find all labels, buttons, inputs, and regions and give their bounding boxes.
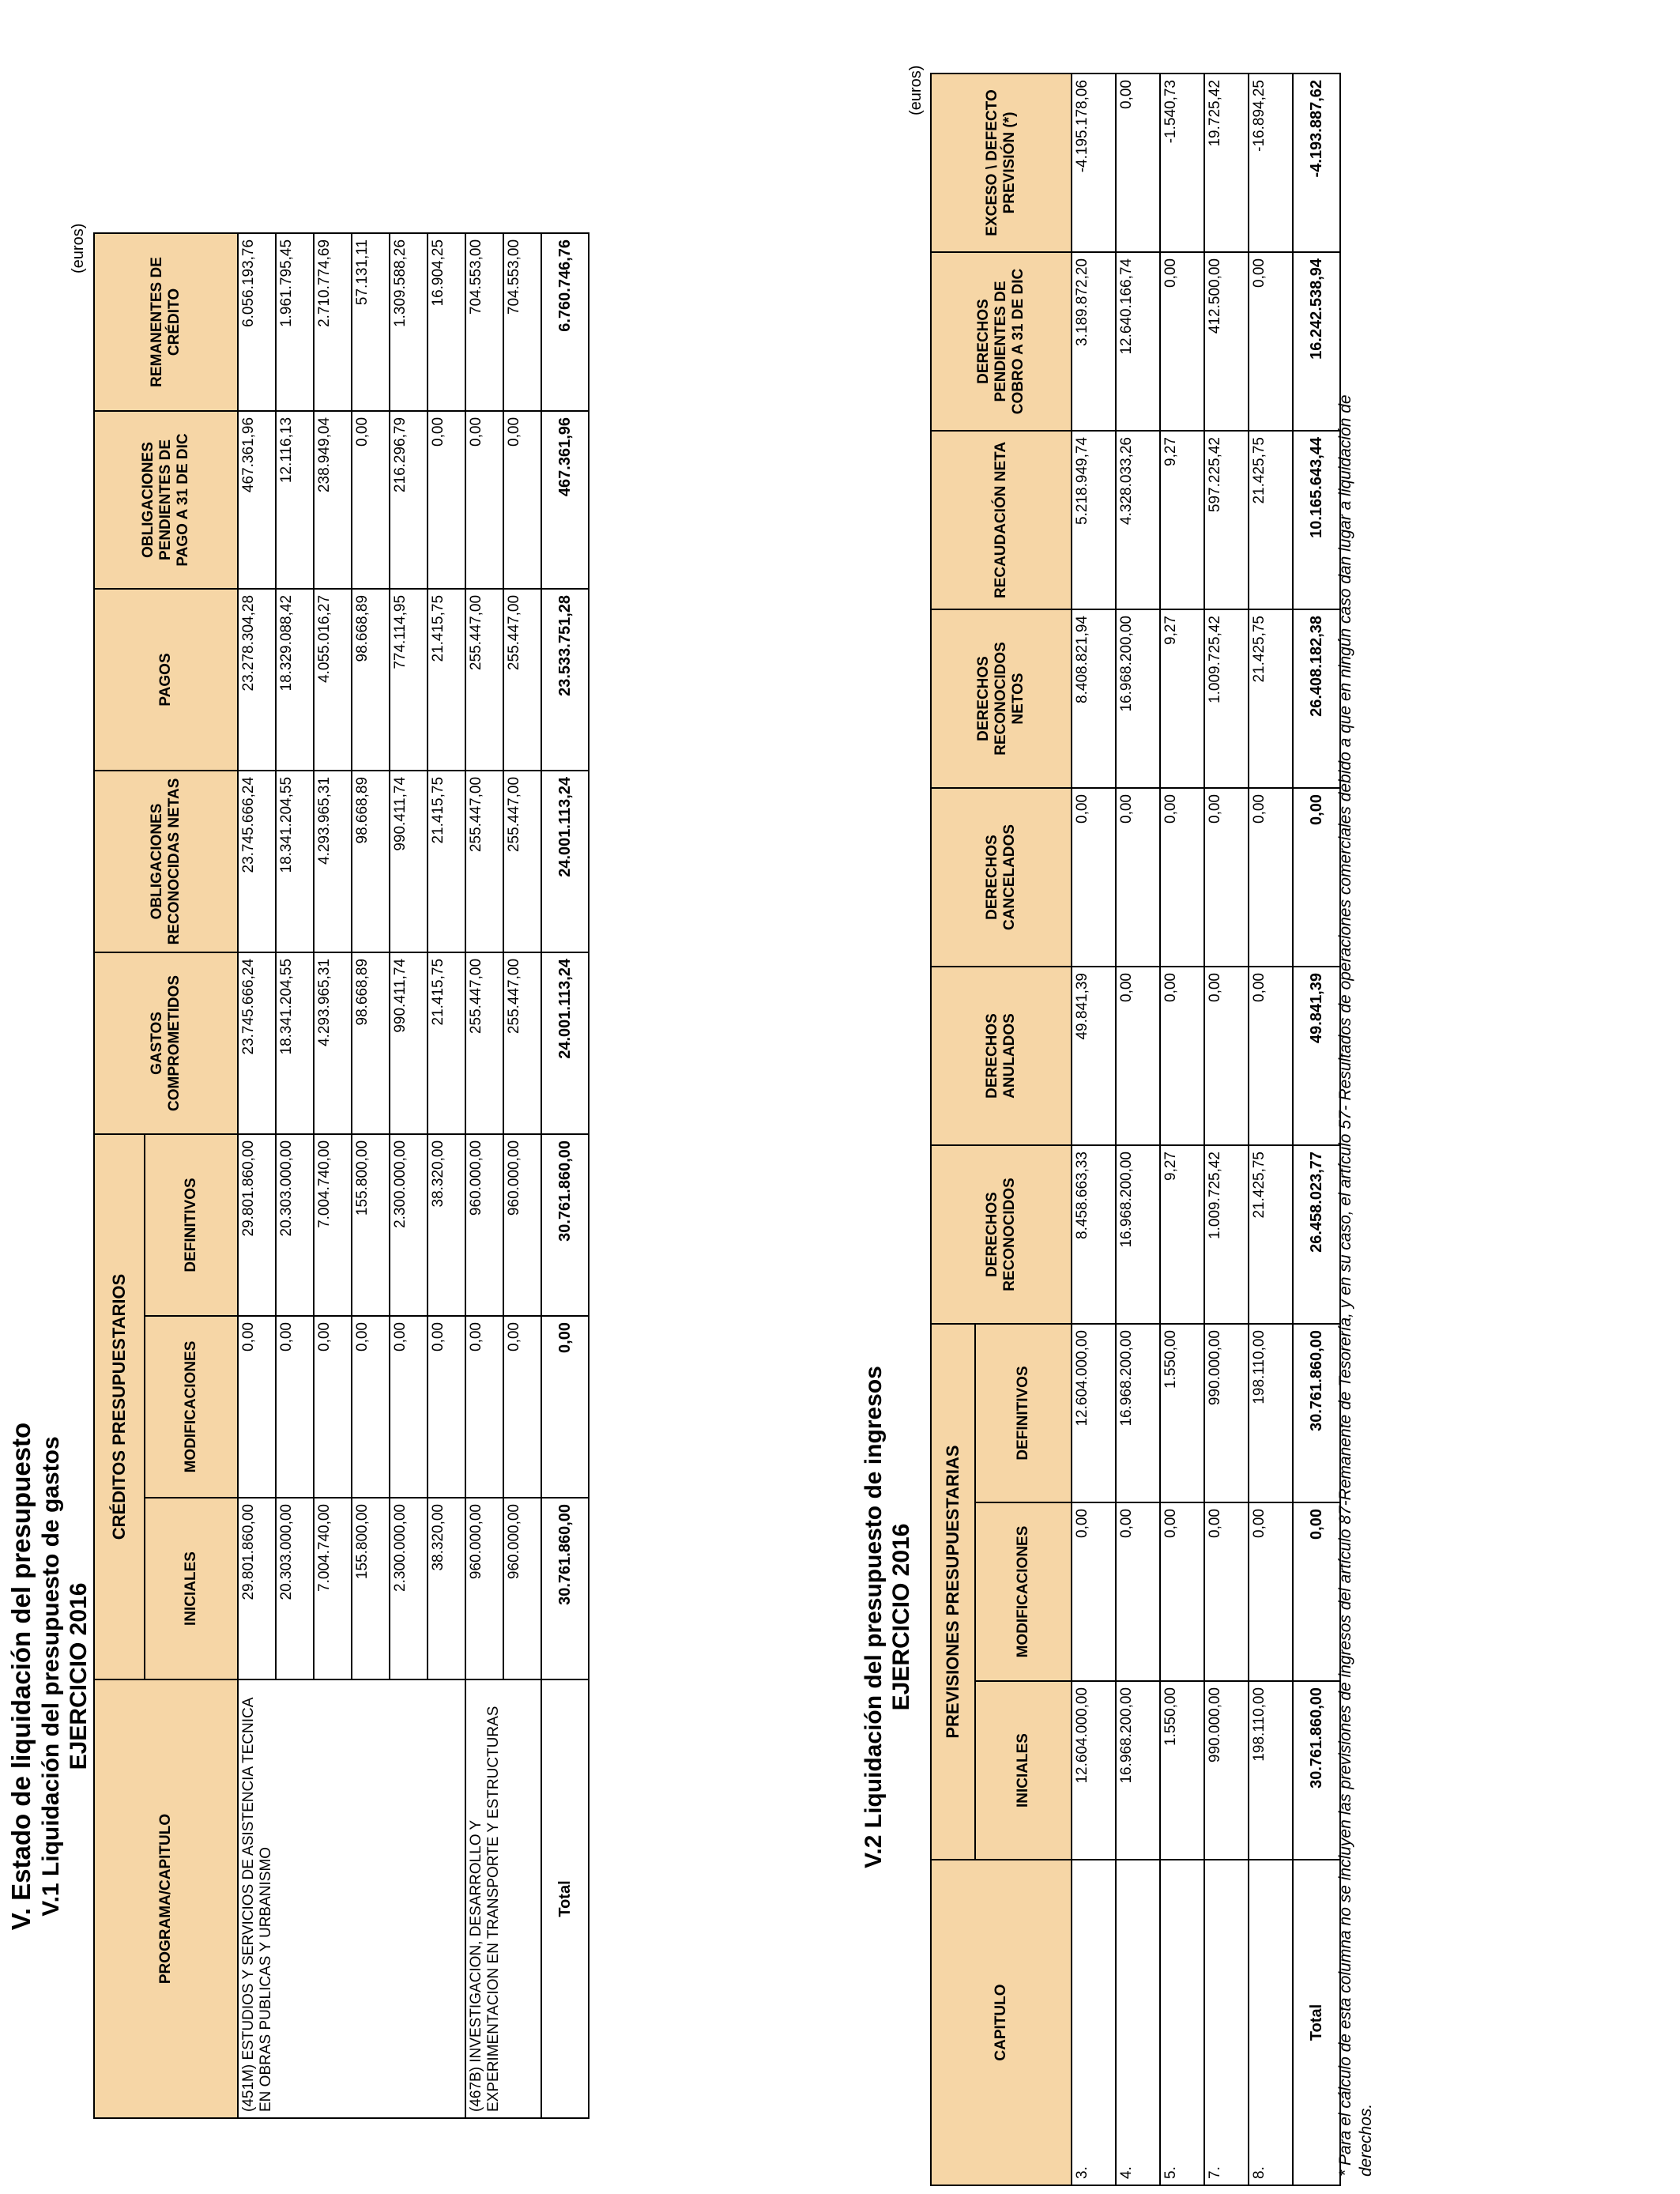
total-cell: 467.361,96 bbox=[541, 411, 589, 589]
table-cell: 98.668,89 bbox=[352, 952, 390, 1134]
table-cell: 2.300.000,00 bbox=[390, 1498, 428, 1679]
table-cell: 1.961.795,45 bbox=[276, 233, 314, 411]
table-cell: 960.000,00 bbox=[465, 1134, 503, 1316]
table-cell: 960.000,00 bbox=[503, 1134, 541, 1316]
capitulo-label: 4. bbox=[1116, 1860, 1160, 2185]
header-derechos-pendientes: DERECHOS PENDIENTES DE COBRO A 31 DE DIC bbox=[931, 252, 1072, 431]
table-cell: 4.055.016,27 bbox=[314, 589, 352, 771]
header-modificaciones: MODIFICACIONES bbox=[975, 1502, 1072, 1681]
table-cell: 960.000,00 bbox=[465, 1498, 503, 1679]
table-cell: 238.949,04 bbox=[314, 411, 352, 589]
header-definitivos: DEFINITIVOS bbox=[975, 1324, 1072, 1502]
header-modificaciones: MODIFICACIONES bbox=[145, 1316, 238, 1498]
table-cell: 4.293.965,31 bbox=[314, 771, 352, 952]
table-cell: 0,00 bbox=[1204, 788, 1249, 967]
table-cell: 155.800,00 bbox=[352, 1498, 390, 1679]
table-cell: 16.968.200,00 bbox=[1116, 1145, 1160, 1324]
header-obligaciones-pendientes: OBLIGACIONES PENDIENTES DE PAGO A 31 DE DIC bbox=[94, 411, 238, 589]
table-cell: 0,00 bbox=[314, 1316, 352, 1498]
table-cell: 57.131,11 bbox=[352, 233, 390, 411]
table-cell: 16.904,25 bbox=[428, 233, 465, 411]
title-block-v2 bbox=[860, 1040, 916, 2194]
header-previsiones: PREVISIONES PRESUPUESTARIAS bbox=[931, 1324, 975, 1860]
table-cell: 38.320,00 bbox=[428, 1134, 465, 1316]
table-cell: 255.447,00 bbox=[465, 771, 503, 952]
table-cell: 0,00 bbox=[390, 1316, 428, 1498]
table-cell: 960.000,00 bbox=[503, 1498, 541, 1679]
table-cell: -4.195.178,06 bbox=[1072, 74, 1116, 252]
table-cell: 0,00 bbox=[1249, 1502, 1293, 1681]
table-cell: 18.329.088,42 bbox=[276, 589, 314, 771]
footnote: * Para el cálculo de esta columna no se incluyen las previsiones de ingresos del artículo 87-Remanente de Tesorería, y en su caso, el artículo 57- Resultados de operaciones comerciales debido a que en ningún caso dan lugar a liquidación de derechos. bbox=[1336, 394, 1376, 2177]
table-cell: 0,00 bbox=[465, 411, 503, 589]
table-cell: 0,00 bbox=[1116, 788, 1160, 967]
total-cell: 6.760.746,76 bbox=[541, 233, 589, 411]
table-cell: 7.004.740,00 bbox=[314, 1498, 352, 1679]
table-cell: 23.745.666,24 bbox=[238, 771, 276, 952]
table-cell: 0,00 bbox=[465, 1316, 503, 1498]
table-cell: 0,00 bbox=[1204, 967, 1249, 1145]
table-cell: 12.604.000,00 bbox=[1072, 1324, 1116, 1502]
total-cell: 0,00 bbox=[1293, 788, 1340, 967]
header-derechos-cancelados: DERECHOS CANCELADOS bbox=[931, 788, 1072, 967]
table-cell: 0,00 bbox=[1072, 1502, 1116, 1681]
ingresos-table bbox=[930, 73, 1341, 2186]
total-cell: 49.841,39 bbox=[1293, 967, 1340, 1145]
table-cell: 198.110,00 bbox=[1249, 1324, 1293, 1502]
table-cell: 21.425,75 bbox=[1249, 431, 1293, 609]
header-creditos: CRÉDITOS PRESUPUESTARIOS bbox=[94, 1134, 145, 1679]
table-cell: 3.189.872,20 bbox=[1072, 252, 1116, 431]
table-cell: 12.604.000,00 bbox=[1072, 1681, 1116, 1860]
header-remanentes: REMANENTES DE CRÉDITO bbox=[94, 233, 238, 411]
table-cell: 0,00 bbox=[1160, 252, 1204, 431]
total-cell: 30.761.860,00 bbox=[1293, 1681, 1340, 1860]
table-row bbox=[238, 233, 276, 2118]
table-cell: 8.458.663,33 bbox=[1072, 1145, 1116, 1324]
capitulo-label: 5. bbox=[1160, 1860, 1204, 2185]
total-cell: 0,00 bbox=[541, 1316, 589, 1498]
table-row bbox=[1249, 74, 1293, 2185]
table-cell: 0,00 bbox=[1116, 967, 1160, 1145]
table-cell: 98.668,89 bbox=[352, 589, 390, 771]
header-pagos: PAGOS bbox=[94, 589, 238, 771]
total-cell: 23.533.751,28 bbox=[541, 589, 589, 771]
table-cell: 18.341.204,55 bbox=[276, 952, 314, 1134]
table-cell: 216.296,79 bbox=[390, 411, 428, 589]
header-obligaciones-reconocidas: OBLIGACIONES RECONOCIDAS NETAS bbox=[94, 771, 238, 952]
table-cell: 0,00 bbox=[503, 411, 541, 589]
table-cell: 990.000,00 bbox=[1204, 1681, 1249, 1860]
table-cell: 0,00 bbox=[1072, 788, 1116, 967]
table-cell: 21.415,75 bbox=[428, 589, 465, 771]
table-cell: 774.114,95 bbox=[390, 589, 428, 771]
total-label: Total bbox=[1293, 1860, 1340, 2185]
program-label: (467B) INVESTIGACION, DESARROLLO Y EXPERIMENTACION EN TRANSPORTE Y ESTRUCTURAS bbox=[465, 1679, 541, 2118]
total-label: Total bbox=[541, 1679, 589, 2118]
table-cell: 0,00 bbox=[1160, 1502, 1204, 1681]
table-cell: 0,00 bbox=[428, 1316, 465, 1498]
total-cell: 30.761.860,00 bbox=[541, 1498, 589, 1679]
table-cell: 0,00 bbox=[352, 411, 390, 589]
table-cell: 21.425,75 bbox=[1249, 1145, 1293, 1324]
total-row bbox=[1293, 74, 1340, 2185]
table-cell: 990.000,00 bbox=[1204, 1324, 1249, 1502]
table-cell: 255.447,00 bbox=[465, 952, 503, 1134]
table-cell: 155.800,00 bbox=[352, 1134, 390, 1316]
table-cell: 7.004.740,00 bbox=[314, 1134, 352, 1316]
table-row bbox=[1204, 74, 1249, 2185]
table-cell: 4.328.033,26 bbox=[1116, 431, 1160, 609]
table-cell: 0,00 bbox=[1160, 788, 1204, 967]
header-exceso-defecto: EXCESO \ DEFECTO PREVISIÓN (*) bbox=[931, 74, 1072, 252]
table-cell: 0,00 bbox=[352, 1316, 390, 1498]
table-cell: 1.009.725,42 bbox=[1204, 609, 1249, 788]
table-cell: 6.056.193,76 bbox=[238, 233, 276, 411]
total-cell: 0,00 bbox=[1293, 1502, 1340, 1681]
table-cell: 1.550,00 bbox=[1160, 1681, 1204, 1860]
table-cell: 2.710.774,69 bbox=[314, 233, 352, 411]
table-cell: 255.447,00 bbox=[503, 589, 541, 771]
table-cell: 20.303.000,00 bbox=[276, 1498, 314, 1679]
table-cell: 49.841,39 bbox=[1072, 967, 1116, 1145]
header-derechos-reconocidos: DERECHOS RECONOCIDOS bbox=[931, 1145, 1072, 1324]
table-cell: 990.411,74 bbox=[390, 952, 428, 1134]
v2-year: EJERCICIO 2016 bbox=[888, 1523, 915, 1711]
table-cell: 21.415,75 bbox=[428, 771, 465, 952]
capitulo-label: 7. bbox=[1204, 1860, 1249, 2185]
table-cell: 16.968.200,00 bbox=[1116, 1324, 1160, 1502]
table-cell: 9,27 bbox=[1160, 431, 1204, 609]
header-recaudacion-neta: RECAUDACIÓN NETA bbox=[931, 431, 1072, 609]
program-label: (451M) ESTUDIOS Y SERVICIOS DE ASISTENCIA TECNICA EN OBRAS PUBLICAS Y URBANISMO bbox=[238, 1679, 465, 2118]
title-block-v1 bbox=[6, 1159, 93, 2194]
table-cell: 29.801.860,00 bbox=[238, 1498, 276, 1679]
table-cell: 18.341.204,55 bbox=[276, 771, 314, 952]
table-cell: 1.009.725,42 bbox=[1204, 1145, 1249, 1324]
table-row bbox=[1072, 74, 1116, 2185]
table-row bbox=[1116, 74, 1160, 2185]
gastos-table bbox=[93, 232, 590, 2119]
header-derechos-reconocidos-netos: DERECHOS RECONOCIDOS NETOS bbox=[931, 609, 1072, 788]
table-cell: 16.968.200,00 bbox=[1116, 609, 1160, 788]
total-row bbox=[541, 233, 589, 2118]
total-cell: 24.001.113,24 bbox=[541, 771, 589, 952]
table-cell: 255.447,00 bbox=[503, 952, 541, 1134]
header-iniciales: INICIALES bbox=[145, 1498, 238, 1679]
table-cell: 9,27 bbox=[1160, 609, 1204, 788]
table-cell: 4.293.965,31 bbox=[314, 952, 352, 1134]
total-cell: 26.458.023,77 bbox=[1293, 1145, 1340, 1324]
table-cell: 12.116,13 bbox=[276, 411, 314, 589]
table-cell: 23.278.304,28 bbox=[238, 589, 276, 771]
table-cell: 255.447,00 bbox=[503, 771, 541, 952]
table-cell: 23.745.666,24 bbox=[238, 952, 276, 1134]
table-cell: 1.309.588,26 bbox=[390, 233, 428, 411]
header-definitivos: DEFINITIVOS bbox=[145, 1134, 238, 1316]
table-cell: 21.425,75 bbox=[1249, 609, 1293, 788]
table-cell: 198.110,00 bbox=[1249, 1681, 1293, 1860]
table-cell: 29.801.860,00 bbox=[238, 1134, 276, 1316]
table-cell: 704.553,00 bbox=[465, 233, 503, 411]
header-iniciales: INICIALES bbox=[975, 1681, 1072, 1860]
table-cell: 990.411,74 bbox=[390, 771, 428, 952]
capitulo-label: 8. bbox=[1249, 1860, 1293, 2185]
table-cell: 5.218.949,74 bbox=[1072, 431, 1116, 609]
total-cell: 30.761.860,00 bbox=[1293, 1324, 1340, 1502]
table-row bbox=[1160, 74, 1204, 2185]
table-cell: 467.361,96 bbox=[238, 411, 276, 589]
table-row bbox=[465, 233, 503, 2118]
table-cell: 2.300.000,00 bbox=[390, 1134, 428, 1316]
table-cell: 0,00 bbox=[1116, 74, 1160, 252]
total-cell: 30.761.860,00 bbox=[541, 1134, 589, 1316]
table-cell: 38.320,00 bbox=[428, 1498, 465, 1679]
table-cell: 0,00 bbox=[1249, 788, 1293, 967]
table-cell: 412.500,00 bbox=[1204, 252, 1249, 431]
header-programa: PROGRAMA/CAPITULO bbox=[94, 1679, 238, 2118]
table-cell: 0,00 bbox=[503, 1316, 541, 1498]
v1-units: (euros) bbox=[70, 223, 87, 273]
table-cell: 98.668,89 bbox=[352, 771, 390, 952]
v1-title: V.1 Liquidación del presupuesto de gastos bbox=[37, 1436, 64, 1917]
v1-year: EJERCICIO 2016 bbox=[66, 1582, 92, 1770]
capitulo-label: 3. bbox=[1072, 1860, 1116, 2185]
table-cell: 1.550,00 bbox=[1160, 1324, 1204, 1502]
v2-title: V.2 Liquidación del presupuesto de ingresos bbox=[861, 1366, 887, 1868]
table-cell: 21.415,75 bbox=[428, 952, 465, 1134]
total-cell: 10.165.643,44 bbox=[1293, 431, 1340, 609]
table-cell: 8.408.821,94 bbox=[1072, 609, 1116, 788]
total-cell: -4.193.887,62 bbox=[1293, 74, 1340, 252]
table-cell: 0,00 bbox=[1160, 967, 1204, 1145]
table-cell: 597.225,42 bbox=[1204, 431, 1249, 609]
total-cell: 16.242.538,94 bbox=[1293, 252, 1340, 431]
table-cell: 0,00 bbox=[1249, 967, 1293, 1145]
total-cell: 26.408.182,38 bbox=[1293, 609, 1340, 788]
header-capitulo: CAPITULO bbox=[931, 1860, 1072, 2185]
table-cell: 12.640.166,74 bbox=[1116, 252, 1160, 431]
table-cell: 0,00 bbox=[238, 1316, 276, 1498]
table-cell: 19.725,42 bbox=[1204, 74, 1249, 252]
header-derechos-anulados: DERECHOS ANULADOS bbox=[931, 967, 1072, 1145]
total-cell: 24.001.113,24 bbox=[541, 952, 589, 1134]
table-cell: 0,00 bbox=[1249, 252, 1293, 431]
table-cell: 0,00 bbox=[428, 411, 465, 589]
table-cell: 0,00 bbox=[1204, 1502, 1249, 1681]
header-gastos-comprometidos: GASTOS COMPROMETIDOS bbox=[94, 952, 238, 1134]
table-cell: -16.894,25 bbox=[1249, 74, 1293, 252]
table-cell: 16.968.200,00 bbox=[1116, 1681, 1160, 1860]
v2-units: (euros) bbox=[907, 65, 925, 115]
table-cell: 20.303.000,00 bbox=[276, 1134, 314, 1316]
main-title: V. Estado de liquidación del presupuesto bbox=[6, 1422, 36, 1931]
table-cell: 704.553,00 bbox=[503, 233, 541, 411]
table-cell: 9,27 bbox=[1160, 1145, 1204, 1324]
table-cell: 0,00 bbox=[1116, 1502, 1160, 1681]
table-cell: -1.540,73 bbox=[1160, 74, 1204, 252]
table-cell: 255.447,00 bbox=[465, 589, 503, 771]
table-cell: 0,00 bbox=[276, 1316, 314, 1498]
